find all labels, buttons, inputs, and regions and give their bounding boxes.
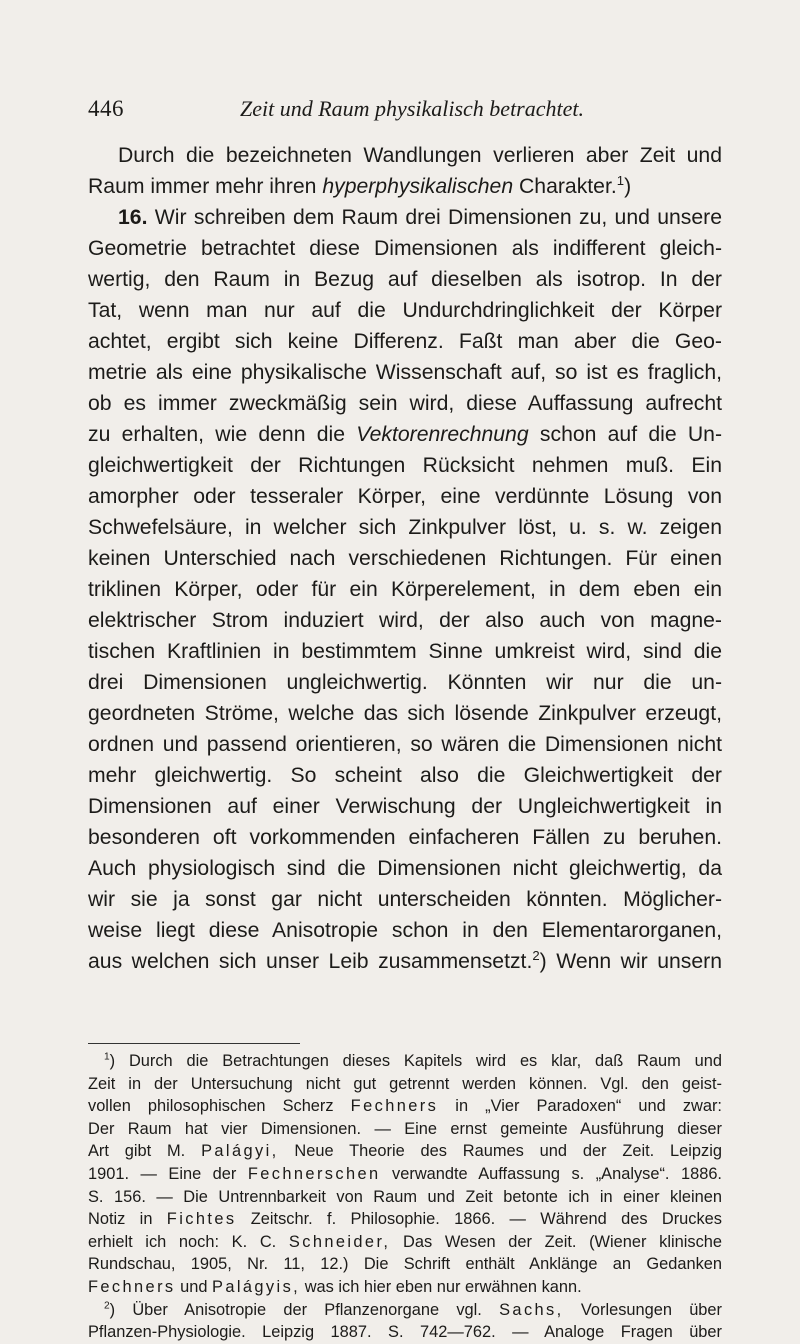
text-line: drei Dimensionen ungleichwertig. Könnten wir nur die un- xyxy=(88,671,722,694)
text-line: aus welchen sich unser Leib zusammensetzt.$^2$) Wenn wir unsern xyxy=(88,947,722,973)
footnote-line: erhielt ich noch: K. C. Schneider, Das Wesen der Zeit. (Wiener klinische xyxy=(88,1232,722,1251)
text-line: elektrischer Strom induziert wird, der also auch von magne- xyxy=(88,609,722,632)
text-line: mehr gleichwertig. So scheint also die Gleichwertigkeit der xyxy=(88,764,722,787)
text-line: Dimensionen auf einer Verwischung der Ungleichwertigkeit in xyxy=(88,795,722,818)
text-line: Tat, wenn man nur auf die Undurchdringlichkeit der Körper xyxy=(88,299,722,322)
main-text xyxy=(88,140,722,977)
text-line: metrie als eine physikalische Wissenschaft auf, so ist es fraglich, xyxy=(88,361,722,384)
footnote-line: Fechners und Palágyis, was ich hier eben nur erwähnen kann. xyxy=(88,1277,582,1296)
footnote-line: Art gibt M. Palágyi, Neue Theorie des Raumes und der Zeit. Leipzig xyxy=(88,1142,722,1161)
text-line: Geometrie betrachtet diese Dimensionen als indifferent gleich- xyxy=(88,237,722,260)
text-line: keinen Unterschied nach verschiedenen Richtungen. Für einen xyxy=(88,547,722,570)
text-line: besonderen oft vorkommenden einfacheren Fällen zu beruhen. xyxy=(88,826,722,849)
footnote-line: Rundschau, 1905, Nr. 11, 12.) Die Schrift enthält Anklänge an Gedanken xyxy=(88,1255,722,1274)
page-number: 446 xyxy=(88,96,124,121)
footnote-line: Notiz in Fichtes Zeitschr. f. Philosophie. 1866. — Während des Druckes xyxy=(88,1210,722,1229)
footnote-line: 1901. — Eine der Fechnerschen verwandte Auffassung s. „Analyse“. 1886. xyxy=(88,1164,722,1183)
section-start-line: 16. Wir schreiben dem Raum drei Dimensionen zu, und unsere xyxy=(118,206,722,229)
text-line: wir sie ja sonst gar nicht unterscheiden könnten. Möglicher- xyxy=(88,888,722,911)
text-line: achtet, ergibt sich keine Differenz. Faßt man aber die Geo- xyxy=(88,330,722,353)
text-line: zu erhalten, wie denn die Vektorenrechnung schon auf die Un- xyxy=(88,423,723,446)
text-line: Raum immer mehr ihren hyperphysikalischen Charakter.$^1$) xyxy=(88,172,632,198)
section-number: 16. xyxy=(118,206,148,229)
running-title: Zeit und Raum physikalisch betrachtet. xyxy=(240,96,584,121)
text-line: ordnen und passend orientieren, so wären die Dimensionen nicht xyxy=(88,733,722,756)
text-line: Schwefelsäure, in welcher sich Zinkpulver löst, u. s. w. zeigen xyxy=(88,516,722,539)
page-header xyxy=(88,96,728,126)
text-line: wertig, den Raum in Bezug auf dieselben als isotrop. In der xyxy=(88,268,722,291)
footnote-line: $^1$) Durch die Betrachtungen dieses Kapitels wird es klar, daß Raum und xyxy=(104,1051,722,1070)
text-line: gleichwertigkeit der Richtungen Rücksicht nehmen muß. Ein xyxy=(88,454,722,477)
text-line: geordneten Ströme, welche das sich lösende Zinkpulver erzeugt, xyxy=(88,702,722,725)
footnote-line: $^2$) Über Anisotropie der Pflanzenorgane vgl. Sachs, Vorlesungen über xyxy=(104,1300,723,1319)
footnote-line: S. 156. — Die Untrennbarkeit von Raum und Zeit betonte ich in einer kleinen xyxy=(88,1187,722,1206)
text-line: ob es immer zweckmäßig sein wird, diese Auffassung aufrecht xyxy=(88,392,722,415)
text-line: amorpher oder tesseraler Körper, eine verdünnte Lösung von xyxy=(88,485,722,508)
text-line: Durch die bezeichneten Wandlungen verlieren aber Zeit und xyxy=(118,144,722,167)
footnote-line: Der Raum hat vier Dimensionen. — Eine ernst gemeinte Ausführung dieser xyxy=(88,1119,722,1138)
footnote-line: vollen philosophischen Scherz Fechners in „Vier Paradoxen“ und zwar: xyxy=(88,1097,722,1116)
text-line: Auch physiologisch sind die Dimensionen nicht gleichwertig, da xyxy=(88,857,722,880)
footnotes xyxy=(88,1050,722,1344)
text-line: triklinen Körper, oder für ein Körperelement, in dem eben ein xyxy=(88,578,722,601)
footnote-line: Zeit in der Untersuchung nicht gut getrennt werden können. Vgl. den geist- xyxy=(88,1074,722,1093)
footnote-separator xyxy=(88,1043,300,1044)
footnote-line: Pflanzen-Physiologie. Leipzig 1887. S. 742—762. — Analoge Fragen über xyxy=(88,1323,722,1342)
text-line: weise liegt diese Anisotropie schon in den Elementarorganen, xyxy=(88,919,722,942)
text-line: tischen Kraftlinien in bestimmtem Sinne umkreist wird, sind die xyxy=(88,640,722,663)
